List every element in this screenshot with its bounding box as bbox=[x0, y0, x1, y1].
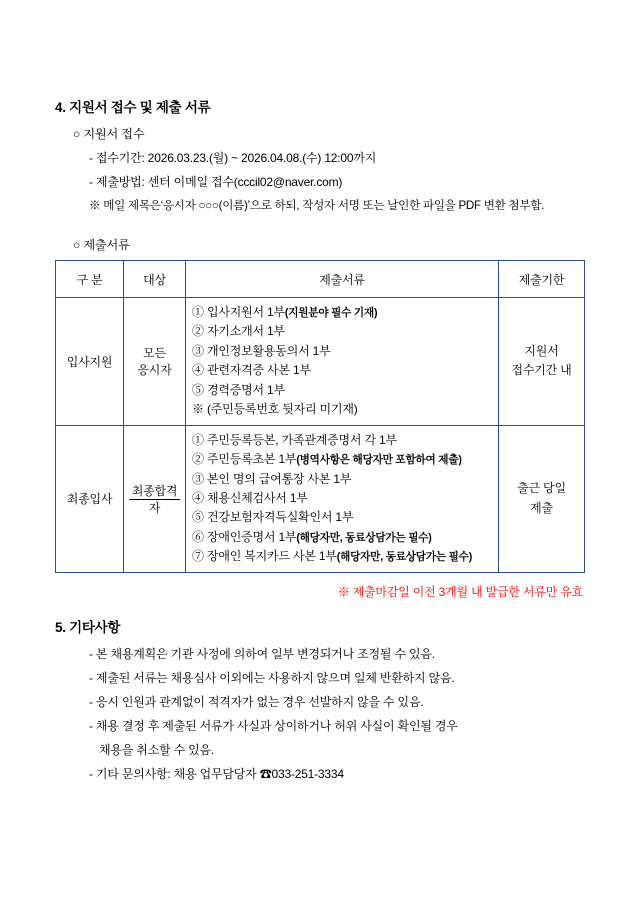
other-item: - 응시 인원과 관계없이 적격자가 없는 경우 선발하지 않을 수 있음. bbox=[89, 694, 424, 709]
doc-text: 주민등록등본, 가족관계증명서 각 1부 bbox=[206, 432, 397, 447]
submission-method-line: - 제출방법: 센터 이메일 접수(cccil02@naver.com) bbox=[89, 175, 343, 189]
doc-bold: (병역사항은 해당자만 포함하여 제출) bbox=[296, 454, 462, 467]
doc-bold: (지원분야 필수 기재) bbox=[284, 307, 378, 319]
row1-due-line1: 지원서 bbox=[524, 344, 559, 359]
email-subject-note: ※ 메일 제목은‘응시자 ○○○(이름)’으로 하되, 작성자 서명 또는 날인한 파일을 PDF 변환 첨부함. bbox=[89, 199, 545, 212]
row1-due-line2: 접수기간 내 bbox=[511, 363, 572, 378]
row2-due-line2: 제출 bbox=[530, 500, 553, 515]
section-4-heading: 4. 지원서 접수 및 제출 서류 bbox=[55, 100, 211, 115]
row2-documents bbox=[186, 425, 499, 572]
section-4-sub-documents: ○ 제출서류 bbox=[73, 238, 130, 252]
contact-item: - 기타 문의사항: 채용 업무담당자 ☎033-251-3334 bbox=[89, 766, 344, 781]
doc-text: 주민등록초본 1부 bbox=[206, 452, 297, 467]
doc-text: 본인 명의 급여통장 사본 1부 bbox=[206, 471, 352, 486]
row1-documents bbox=[186, 298, 499, 426]
row1-division: 입사지원 bbox=[56, 298, 124, 426]
doc-item bbox=[192, 489, 492, 508]
doc-item bbox=[192, 450, 492, 469]
doc-text: 개인정보활용동의서 1부 bbox=[206, 343, 331, 358]
doc-text: 관련자격증 사본 1부 bbox=[206, 363, 311, 378]
application-period-line: - 접수기간: 2026.03.23.(월) ~ 2026.04.08.(수) 12:00까지 bbox=[89, 151, 377, 165]
doc-num: ※ bbox=[192, 402, 204, 417]
doc-text: 입사지원서 1부 bbox=[206, 305, 285, 319]
header-documents: 제출서류 bbox=[186, 261, 499, 298]
validity-red-note: ※ 제출마감일 이전 3개월 내 발급한 서류만 유효 bbox=[337, 584, 583, 599]
doc-item bbox=[192, 431, 492, 450]
doc-bold: (해당자만, 동료상담가는 필수) bbox=[296, 531, 432, 544]
spacer bbox=[55, 600, 585, 616]
doc-item bbox=[192, 381, 492, 400]
row1-target bbox=[124, 298, 186, 426]
table-row bbox=[56, 298, 585, 426]
spacer bbox=[55, 220, 585, 236]
other-item: - 본 채용계획은 기관 사정에 의하여 일부 변경되거나 조정될 수 있음. bbox=[89, 646, 435, 661]
doc-num: ④ bbox=[192, 363, 204, 378]
doc-item bbox=[192, 400, 492, 419]
doc-num: ⑥ bbox=[192, 529, 204, 544]
doc-item bbox=[192, 528, 492, 547]
doc-num: ⑤ bbox=[192, 382, 204, 397]
row1-due bbox=[499, 298, 585, 426]
doc-text: 경력증명서 1부 bbox=[206, 382, 285, 397]
document-content bbox=[55, 96, 585, 789]
other-item: - 제출된 서류는 채용심사 이외에는 사용하지 않으며 일체 반환하지 않음. bbox=[89, 670, 455, 685]
doc-item bbox=[192, 470, 492, 489]
doc-bold: (해당자만, 동료상담가는 필수) bbox=[336, 551, 473, 564]
other-item: - 채용 결정 후 제출된 서류가 사실과 상이하거나 허위 사실이 확인될 경우 bbox=[89, 718, 458, 733]
row1-target-line1: 모든 bbox=[143, 346, 166, 361]
doc-text: (주민등록번호 뒷자리 미기재) bbox=[206, 402, 358, 417]
doc-text: 장애인증명서 1부 bbox=[206, 529, 297, 544]
doc-item bbox=[192, 303, 492, 322]
doc-text: 건강보험자격득실확인서 1부 bbox=[206, 510, 354, 525]
header-division: 구 분 bbox=[56, 261, 124, 298]
doc-item bbox=[192, 342, 492, 361]
doc-num: ① bbox=[192, 432, 204, 447]
row2-due bbox=[499, 425, 585, 572]
section-4-sub-application: ○ 지원서 접수 bbox=[73, 127, 145, 141]
other-item-continued: 채용을 취소할 수 있음. bbox=[99, 742, 215, 757]
row2-due-line1: 출근 당일 bbox=[517, 481, 566, 496]
doc-num: ② bbox=[192, 324, 204, 339]
doc-num: ③ bbox=[192, 471, 204, 486]
table-header-row bbox=[56, 261, 585, 298]
doc-num: ① bbox=[192, 305, 204, 319]
section-5-heading: 5. 기타사항 bbox=[55, 619, 121, 635]
doc-num: ③ bbox=[192, 343, 204, 358]
doc-item bbox=[192, 361, 492, 380]
doc-num: ⑦ bbox=[192, 549, 204, 564]
doc-num: ⑤ bbox=[192, 510, 204, 525]
doc-text: 자기소개서 1부 bbox=[206, 324, 285, 339]
row1-target-line2: 응시자 bbox=[137, 363, 172, 378]
doc-num: ② bbox=[192, 452, 204, 467]
table-row bbox=[56, 425, 585, 572]
documents-table bbox=[55, 260, 585, 573]
doc-item bbox=[192, 508, 492, 527]
doc-text: 채용신체검사서 1부 bbox=[206, 490, 308, 505]
row2-target-strikethrough: 최종합격자 bbox=[131, 483, 178, 515]
doc-item bbox=[192, 322, 492, 341]
doc-item bbox=[192, 547, 492, 566]
doc-num: ④ bbox=[192, 490, 204, 505]
header-target: 대상 bbox=[124, 261, 186, 298]
row2-division: 최종입사 bbox=[56, 425, 124, 572]
row2-target bbox=[124, 425, 186, 572]
header-due: 제출기한 bbox=[499, 261, 585, 298]
doc-text: 장애인 복지카드 사본 1부 bbox=[206, 549, 337, 564]
